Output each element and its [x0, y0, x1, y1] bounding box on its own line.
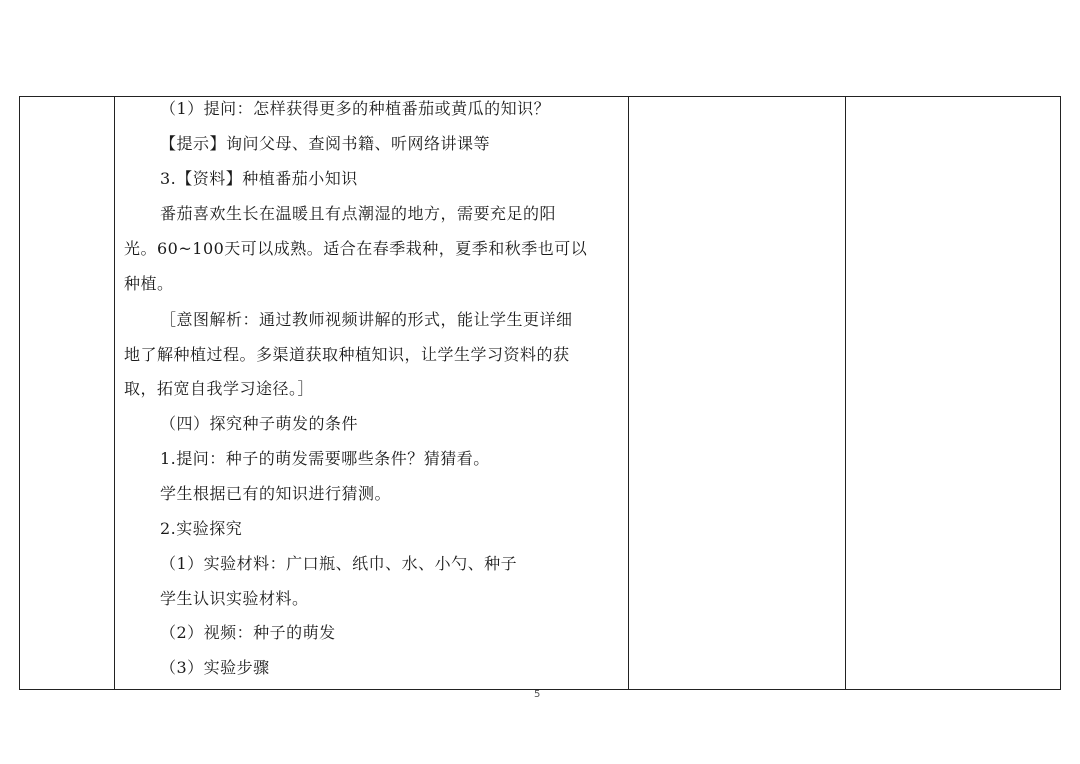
- lesson-table: [19, 96, 1061, 690]
- text-line: 学生根据已有的知识进行猜测。: [160, 484, 392, 503]
- column-divider: [845, 97, 846, 689]
- text-line: 番茄喜欢生长在温暖且有点潮湿的地方，需要充足的阳: [160, 204, 557, 223]
- text-line: 地了解种植过程。多渠道获取种植知识，让学生学习资料的获: [124, 345, 570, 364]
- text-line: 学生认识实验材料。: [160, 589, 309, 608]
- text-line: 1.提问：种子的萌发需要哪些条件？猜猜看。: [160, 449, 490, 468]
- text-line: 取，拓宽自我学习途径。］: [124, 379, 315, 398]
- text-line: 光。60~100天可以成熟。适合在春季栽种，夏季和秋季也可以: [124, 239, 588, 258]
- text-line: （1）提问：怎样获得更多的种植番茄或黄瓜的知识？: [160, 99, 551, 118]
- lesson-content-cell: [115, 97, 627, 689]
- text-line: （2）视频：种子的萌发: [160, 623, 336, 642]
- text-line: （3）实验步骤: [160, 658, 270, 677]
- text-line: （1）实验材料：广口瓶、纸巾、水、小勺、种子: [160, 554, 518, 573]
- section-heading: （四）探究种子萌发的条件: [160, 414, 359, 433]
- text-line: 3.【资料】种植番茄小知识: [160, 169, 358, 188]
- text-line: 2.实验探究: [160, 519, 243, 538]
- page-number: 5: [534, 689, 541, 700]
- text-line: ［意图解析：通过教师视频讲解的形式，能让学生更详细: [160, 310, 573, 329]
- text-line: 种植。: [124, 274, 174, 293]
- text-line: 【提示】询问父母、查阅书籍、听网络讲课等: [160, 134, 491, 153]
- column-divider: [628, 97, 629, 689]
